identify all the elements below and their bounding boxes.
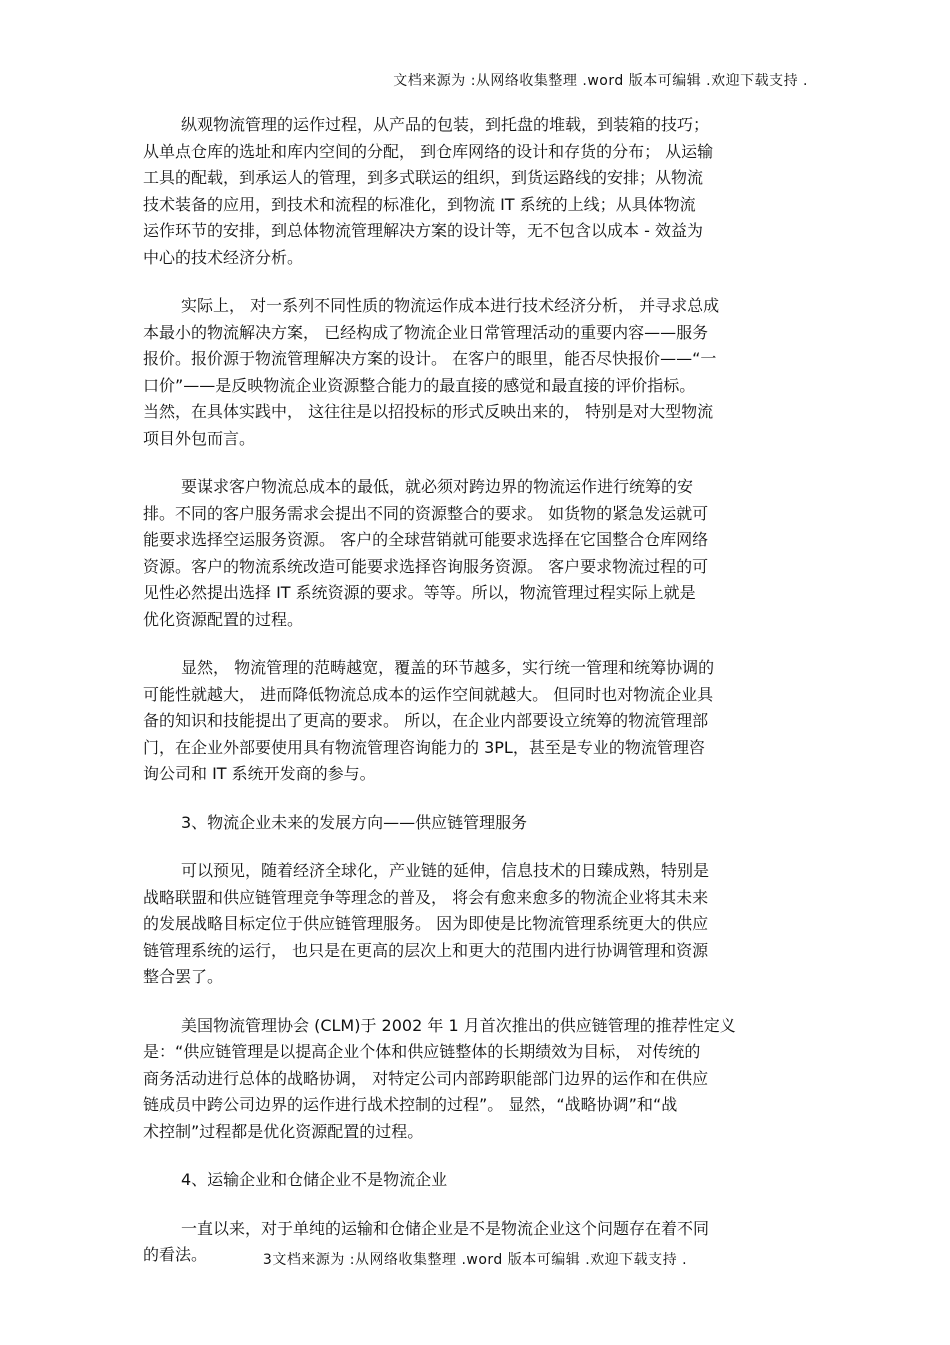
paragraph-line: 排。不同的客户服务需求会提出不同的资源整合的要求。 如货物的紧急发运就可: [143, 503, 709, 523]
section-heading-3: 3、物流企业未来的发展方向——供应链管理服务: [181, 812, 528, 832]
paragraph-line: 报价。报价源于物流管理解决方案的设计。 在客户的眼里，能否尽快报价——“一: [143, 349, 717, 368]
paragraph-1: [143, 112, 813, 271]
paragraph-line: 从单点仓库的选址和库内空间的分配， 到仓库网络的设计和存货的分布； 从运输: [143, 141, 714, 161]
paragraph-line: 链管理系统的运行， 也只是在更高的层次上和更大的范围内进行协调管理和资源: [143, 940, 709, 960]
paragraph-line: 能要求选择空运服务资源。 客户的全球营销就可能要求选择在它国整合仓库网络: [143, 530, 709, 549]
paragraph-line: 备的知识和技能提出了更高的要求。 所以，在企业内部要设立统筹的物流管理部: [143, 711, 709, 730]
paragraph-line: 本最小的物流解决方案， 已经构成了物流企业日常管理活动的重要内容——服务: [143, 322, 709, 342]
paragraph-line: 纵观物流管理的运作过程，从产品的包装，到托盘的堆载，到装箱的技巧；: [181, 115, 710, 134]
document-body: [143, 112, 813, 1291]
paragraph-line: 当然，在具体实践中， 这往往是以招投标的形式反映出来的， 特别是对大型物流: [143, 402, 714, 421]
paragraph-line: 实际上， 对一系列不同性质的物流运作成本进行技术经济分析， 并寻求总成: [181, 296, 720, 315]
paragraph-line: 中心的技术经济分析。: [143, 247, 304, 267]
section-heading-4: 4、运输企业和仓储企业不是物流企业: [181, 1170, 448, 1189]
paragraph-2: [143, 293, 813, 452]
paragraph-line: 的看法。: [143, 1245, 208, 1264]
page-footer: 3文档来源为 :从网络收集整理 .word 版本可编辑 .欢迎下载支持 .: [262, 1252, 688, 1268]
paragraph-line: 美国物流管理协会 (CLM)于 2002 年 1 月首次推出的供应链管理的推荐性定义: [181, 1015, 736, 1035]
paragraph-line: 战略联盟和供应链管理竞争等理念的普及， 将会有愈来愈多的物流企业将其未来: [143, 887, 709, 907]
paragraph-line: 口价”——是反映物流企业资源整合能力的最直接的感觉和最直接的评价指标。: [143, 375, 696, 395]
paragraph-line: 见性必然提出选择 IT 系统资源的要求。等等。所以，物流管理过程实际上就是: [143, 583, 696, 602]
paragraph-line: 术控制”过程都是优化资源配置的过程。: [143, 1121, 424, 1141]
page-header: 文档来源为 :从网络收集整理 .word 版本可编辑 .欢迎下载支持 .: [393, 73, 808, 89]
paragraph-line: 一直以来，对于单纯的运输和仓储企业是不是物流企业这个问题存在着不同: [181, 1218, 710, 1238]
paragraph-6: [143, 1013, 813, 1146]
paragraph-line: 显然， 物流管理的范畴越宽，覆盖的环节越多，实行统一管理和统筹协调的: [181, 658, 715, 677]
paragraph-line: 项目外包而言。: [143, 428, 256, 448]
paragraph-line: 门，在企业外部要使用具有物流管理咨询能力的 3PL，甚至是专业的物流管理咨: [143, 737, 705, 757]
paragraph-5: [143, 858, 813, 991]
paragraph-line: 技术装备的应用，到技术和流程的标准化，到物流 IT 系统的上线；从具体物流: [143, 194, 696, 214]
paragraph-line: 工具的配载，到承运人的管理，到多式联运的组织，到货运路线的安排；从物流: [143, 168, 704, 187]
paragraph-line: 的发展战略目标定位于供应链管理服务。 因为即使是比物流管理系统更大的供应: [143, 914, 709, 933]
paragraph-line: 要谋求客户物流总成本的最低，就必须对跨边界的物流运作进行统筹的安: [181, 477, 694, 496]
paragraph-3: [143, 474, 813, 633]
paragraph-line: 是：“供应链管理是以提高企业个体和供应链整体的长期绩效为目标， 对传统的: [143, 1042, 701, 1061]
paragraph-line: 整合罢了。: [143, 967, 224, 986]
paragraph-line: 链成员中跨公司边界的运作进行战术控制的过程”。 显然，“战略协调”和“战: [143, 1095, 678, 1114]
paragraph-line: 询公司和 IT 系统开发商的参与。: [143, 764, 376, 783]
paragraph-line: 资源。客户的物流系统改造可能要求选择咨询服务资源。 客户要求物流过程的可: [143, 556, 709, 576]
paragraph-line: 可以预见，随着经济全球化，产业链的延伸，信息技术的日臻成熟，特别是: [181, 861, 710, 880]
paragraph-line: 可能性就越大， 进而降低物流总成本的运作空间就越大。 但同时也对物流企业具: [143, 684, 714, 704]
paragraph-line: 商务活动进行总体的战略协调， 对特定公司内部跨职能部门边界的运作和在供应: [143, 1068, 709, 1088]
paragraph-line: 运作环节的安排，到总体物流管理解决方案的设计等，无不包含以成本 - 效益为: [143, 221, 703, 240]
paragraph-line: 优化资源配置的过程。: [143, 609, 304, 629]
paragraph-4: [143, 655, 813, 788]
